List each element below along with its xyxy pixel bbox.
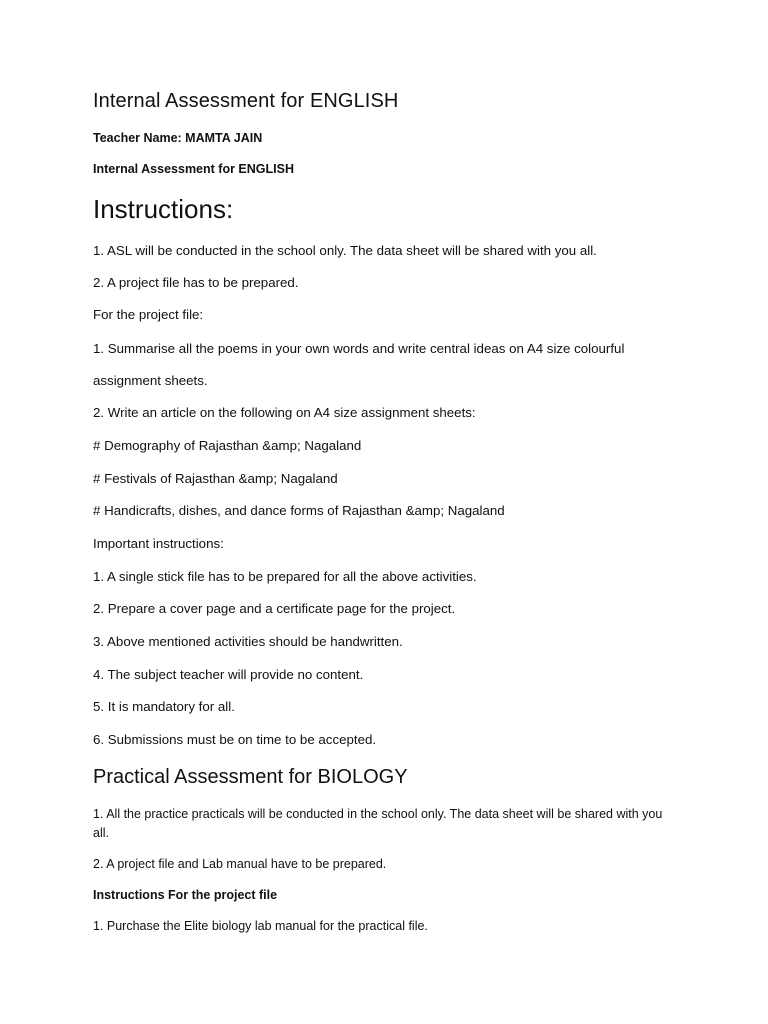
english-line: 2. A project file has to be prepared. <box>93 275 299 290</box>
english-line: For the project file: <box>93 307 204 322</box>
teacher-name: Teacher Name: MAMTA JAIN <box>93 131 263 145</box>
english-line: 3. Above mentioned activities should be handwritten. <box>93 634 403 649</box>
instructions-heading: Instructions: <box>93 194 234 224</box>
english-line: 1. A single stick file has to be prepared for all the above activities. <box>93 569 477 584</box>
biology-line: 1. All the practice practicals will be conducted in the school only. The data sheet will be shared with you all. <box>93 807 663 840</box>
english-line: assignment sheets. <box>93 373 208 388</box>
english-line: 1. Summarise all the poems in your own words and write central ideas on A4 size colourful <box>93 341 625 356</box>
biology-heading: Practical Assessment for BIOLOGY <box>93 766 408 788</box>
english-line: 2. Write an article on the following on A4 size assignment sheets: <box>93 405 476 420</box>
english-line: # Demography of Rajasthan &amp; Nagaland <box>93 438 362 453</box>
english-line: 1. ASL will be conducted in the school only. The data sheet will be shared with you all. <box>93 243 597 258</box>
biology-line: 2. A project file and Lab manual have to be prepared. <box>93 857 387 871</box>
english-line: 2. Prepare a cover page and a certificate page for the project. <box>93 601 456 616</box>
english-line: 6. Submissions must be on time to be accepted. <box>93 732 377 747</box>
biology-line: 1. Purchase the Elite biology lab manual for the practical file. <box>93 919 428 933</box>
english-line: 5. It is mandatory for all. <box>93 699 235 714</box>
english-line: # Festivals of Rajasthan &amp; Nagaland <box>93 471 338 486</box>
document-subtitle: Internal Assessment for ENGLISH <box>93 162 294 176</box>
english-line: # Handicrafts, dishes, and dance forms of Rajasthan &amp; Nagaland <box>93 503 505 518</box>
english-line: 4. The subject teacher will provide no content. <box>93 667 364 682</box>
english-line: Important instructions: <box>93 536 224 551</box>
document-title: Internal Assessment for ENGLISH <box>93 90 399 112</box>
biology-subheading: Instructions For the project file <box>93 888 278 902</box>
